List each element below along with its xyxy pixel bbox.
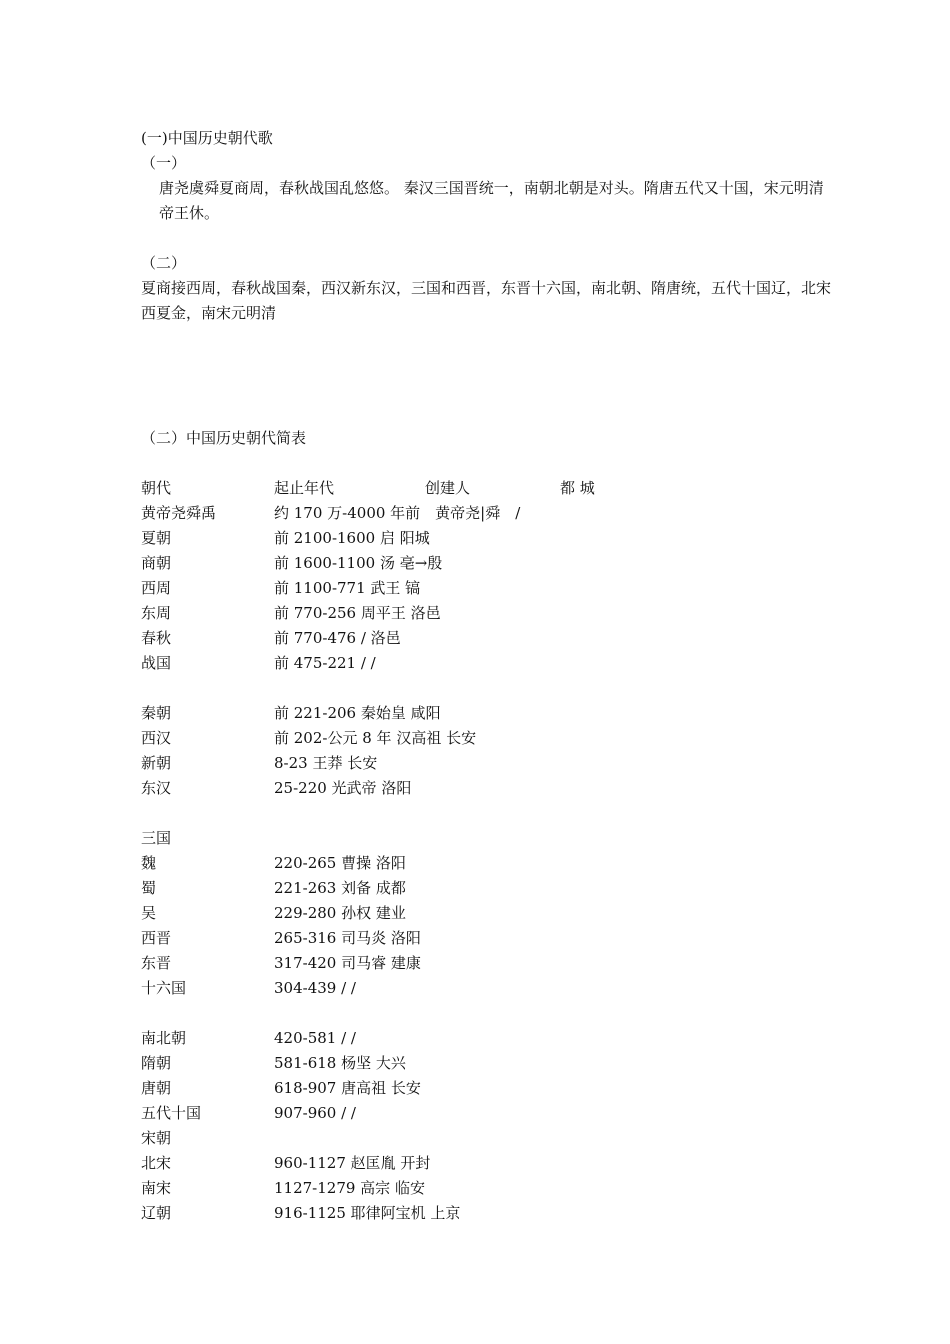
dynasty-name: 吴: [141, 904, 157, 922]
table-header: [141, 476, 831, 501]
dynasty-info: 前 1600-1100 汤 亳→殷: [274, 554, 443, 572]
dynasty-info: 8-23 王莽 长安: [274, 754, 378, 772]
dynasty-name: 西汉: [141, 729, 172, 747]
table-row: [141, 526, 831, 551]
table-row: [141, 976, 831, 1001]
dynasty-name: 五代十国: [141, 1104, 202, 1122]
table-row: [141, 951, 831, 976]
dynasty-name: 西周: [141, 579, 172, 597]
dynasty-name: 黄帝尧舜禹: [141, 504, 217, 522]
table-row: [141, 926, 831, 951]
table-row: [141, 751, 831, 776]
dynasty-info: 前 770-256 周平王 洛邑: [274, 604, 441, 622]
document-page: [141, 126, 831, 1226]
dynasty-name: 春秋: [141, 629, 172, 647]
dynasty-info: 265-316 司马炎 洛阳: [274, 929, 421, 947]
dynasty-name: 隋朝: [141, 1054, 172, 1072]
dynasty-name: 夏朝: [141, 529, 172, 547]
table-row: [141, 601, 831, 626]
dynasty-info: 618-907 唐高祖 长安: [274, 1079, 421, 1097]
table-row: [141, 1026, 831, 1051]
dynasty-name: 秦朝: [141, 704, 172, 722]
dynasty-info: 581-618 杨坚 大兴: [274, 1054, 406, 1072]
header-years: 起止年代: [274, 479, 335, 497]
header-dynasty: 朝代: [141, 479, 172, 497]
dynasty-name: 十六国: [141, 979, 187, 997]
table-row: [141, 551, 831, 576]
dynasty-name: 蜀: [141, 879, 157, 897]
dynasty-info: 前 770-476 / 洛邑: [274, 629, 401, 647]
dynasty-name: 北宋: [141, 1154, 172, 1172]
dynasty-info: 221-263 刘备 成都: [274, 879, 406, 897]
table-row: [141, 876, 831, 901]
dynasty-info: 前 475-221 / /: [274, 654, 376, 672]
dynasty-name: 新朝: [141, 754, 172, 772]
dynasty-info: 916-1125 耶律阿宝机 上京: [274, 1204, 461, 1222]
table-row: [141, 726, 831, 751]
dynasty-info: 220-265 曹操 洛阳: [274, 854, 406, 872]
dynasty-name: 东周: [141, 604, 172, 622]
song-part2-text: 夏商接西周，春秋战国秦，西汉新东汉，三国和西晋，东晋十六国，南北朝、隋唐统，五代十国辽，北宋西夏金，南宋元明清: [141, 279, 832, 322]
song-part1-text: 唐尧虞舜夏商周，春秋战国乱悠悠。 秦汉三国晋统一，南朝北朝是对头。隋唐五代又十国，宋元明清帝王休。: [159, 179, 824, 222]
song-part1-label: （一）: [141, 154, 187, 172]
song-title: (一)中国历史朝代歌: [141, 129, 273, 147]
dynasty-info: 前 202-公元 8 年 汉高祖 长安: [274, 729, 477, 747]
dynasty-name: 商朝: [141, 554, 172, 572]
dynasty-info: 420-581 / /: [274, 1029, 356, 1047]
dynasty-info: 304-439 / /: [274, 979, 356, 997]
dynasty-name: 魏: [141, 854, 157, 872]
dynasty-name: 南宋: [141, 1179, 172, 1197]
table-row: [141, 1101, 831, 1126]
dynasty-info: 约 170 万-4000 年前 黄帝尧|舜 /: [274, 504, 521, 522]
table-row: [141, 1176, 831, 1201]
table-row: [141, 651, 831, 676]
dynasty-name: 南北朝: [141, 1029, 187, 1047]
dynasty-info: 317-420 司马睿 建康: [274, 954, 421, 972]
dynasty-name: 战国: [141, 654, 172, 672]
dynasty-name: 唐朝: [141, 1079, 172, 1097]
dynasty-name: 东汉: [141, 779, 172, 797]
dynasty-info: 907-960 / /: [274, 1104, 356, 1122]
table-row: [141, 851, 831, 876]
dynasty-table: [141, 501, 831, 1226]
header-founder: 创建人: [425, 479, 471, 497]
table-row: [141, 901, 831, 926]
header-capital: 都 城: [560, 479, 595, 497]
dynasty-name: 辽朝: [141, 1204, 172, 1222]
dynasty-name: 宋朝: [141, 1129, 172, 1147]
dynasty-info: 前 221-206 秦始皇 咸阳: [274, 704, 441, 722]
table-row: [141, 1201, 831, 1226]
table-row: [141, 501, 831, 526]
table-row: [141, 776, 831, 801]
table-row: [141, 1051, 831, 1076]
table-row: [141, 701, 831, 726]
dynasty-name: 三国: [141, 829, 172, 847]
dynasty-name: 东晋: [141, 954, 172, 972]
dynasty-info: 前 1100-771 武王 镐: [274, 579, 421, 597]
dynasty-info: 1127-1279 高宗 临安: [274, 1179, 425, 1197]
table-row: [141, 1151, 831, 1176]
song-part2-label: （二）: [141, 254, 187, 272]
dynasty-info: 25-220 光武帝 洛阳: [274, 779, 412, 797]
dynasty-info: 前 2100-1600 启 阳城: [274, 529, 430, 547]
table-title: （二）中国历史朝代简表: [141, 429, 307, 447]
table-row: [141, 826, 831, 851]
dynasty-info: 229-280 孙权 建业: [274, 904, 406, 922]
table-row: [141, 626, 831, 651]
table-row: [141, 576, 831, 601]
table-row: [141, 1076, 831, 1101]
dynasty-info: 960-1127 赵匡胤 开封: [274, 1154, 431, 1172]
table-row: [141, 1126, 831, 1151]
dynasty-name: 西晋: [141, 929, 172, 947]
